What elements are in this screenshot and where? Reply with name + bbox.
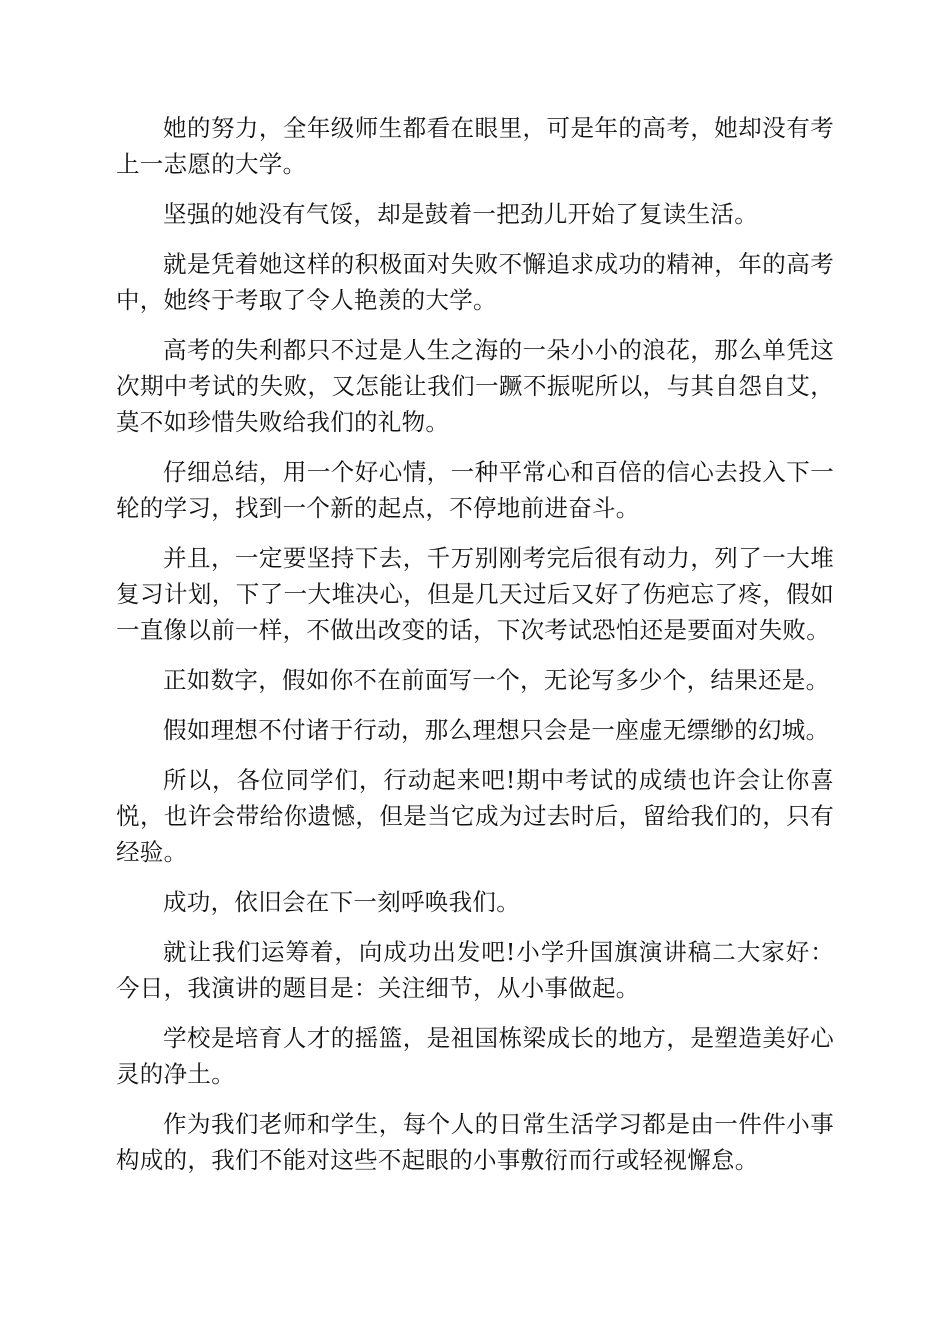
document-body	[116, 110, 834, 1192]
paragraph: 并且，一定要坚持下去，千万别刚考完后很有动力，列了一大堆复习计划，下了一大堆决心，但是几天过后又好了伤疤忘了疼，假如一直像以前一样，不做出改变的话，下次考试恐怕还是要面对失败。	[116, 544, 834, 644]
paragraph: 正如数字，假如你不在前面写一个，无论写多少个，结果还是。	[163, 666, 830, 694]
paragraph: 成功，依旧会在下一刻呼唤我们。	[163, 888, 520, 916]
paragraph: 假如理想不付诸于行动，那么理想只会是一座虚无缥缈的幻城。	[163, 716, 830, 744]
paragraph: 坚强的她没有气馁，却是鼓着一把劲儿开始了复读生活。	[163, 200, 758, 228]
paragraph: 学校是培育人才的摇篮，是祖国栋梁成长的地方，是塑造美好心灵的净土。	[116, 1024, 834, 1088]
paragraph: 作为我们老师和学生，每个人的日常生活学习都是由一件件小事构成的，我们不能对这些不起眼的小事敷衍而行或轻视懈怠。	[116, 1110, 834, 1174]
paragraph: 高考的失利都只不过是人生之海的一朵小小的浪花，那么单凭这次期中考试的失败，又怎能让我们一蹶不振呢所以，与其自怨自艾，莫不如珍惜失败给我们的礼物。	[116, 336, 834, 436]
paragraph: 就让我们运筹着，向成功出发吧!小学升国旗演讲稿二大家好：今日，我演讲的题目是：关注细节，从小事做起。	[116, 938, 834, 1002]
paragraph: 就是凭着她这样的积极面对失败不懈追求成功的精神，年的高考中，她终于考取了令人艳羡的大学。	[116, 250, 834, 314]
paragraph: 她的努力，全年级师生都看在眼里，可是年的高考，她却没有考上一志愿的大学。	[116, 114, 834, 178]
paragraph: 所以，各位同学们，行动起来吧!期中考试的成绩也许会让你喜悦，也许会带给你遗憾，但是当它成为过去时后，留给我们的，只有经验。	[116, 766, 834, 866]
paragraph: 仔细总结，用一个好心情，一种平常心和百倍的信心去投入下一轮的学习，找到一个新的起点，不停地前进奋斗。	[116, 458, 834, 522]
